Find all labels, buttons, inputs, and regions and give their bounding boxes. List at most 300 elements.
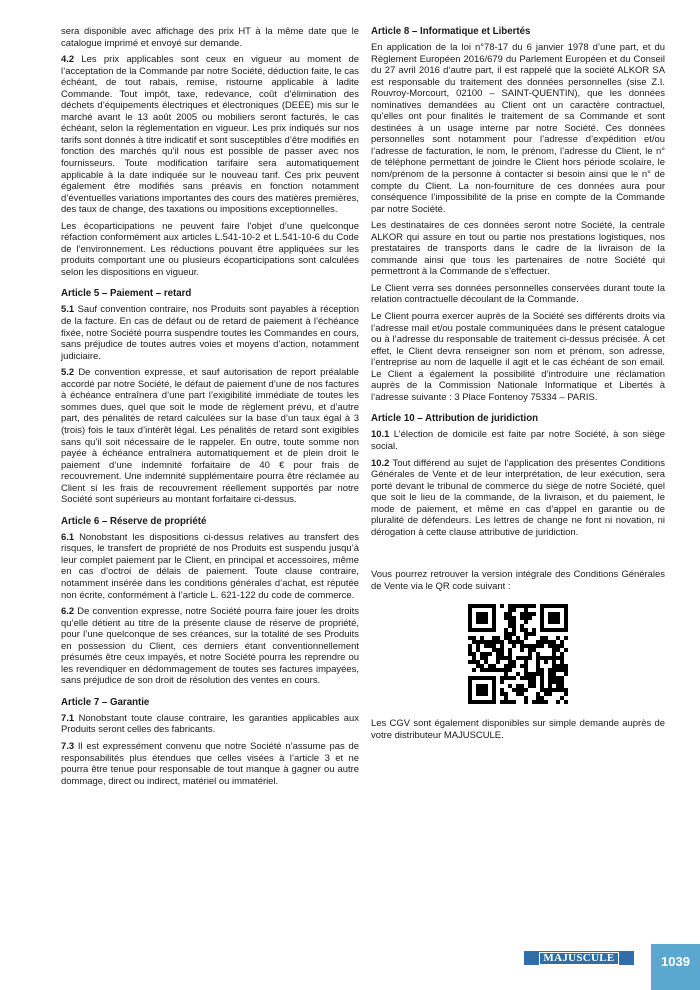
qr-module xyxy=(508,648,512,652)
qr-module xyxy=(500,644,504,648)
qr-module xyxy=(548,644,552,648)
article-10-title: Article 10 – Attribution de juridiction xyxy=(371,413,539,425)
qr-module xyxy=(492,696,496,700)
clause-10-1 xyxy=(371,429,665,452)
qr-module xyxy=(536,672,540,676)
qr-module xyxy=(552,688,556,692)
qr-module xyxy=(532,680,536,684)
qr-module xyxy=(472,628,476,632)
clause-text: Les prix applicables sont ceux en vigueur au moment de l’acceptation de la Commande par notre Société, déduction faite, le cas échéant, de tout rabais, remise, ristourne applicable à ladite Commande. Tout impôt, taxe, redevance, coût d’élimination des déchets d’équipements électriques et électroniques (DEEE) mis sur le marché avant le 13 août 2005 ou mobiliers seront facturés, le cas échéant, selon la réglementation en vigueur. Les prix indiqués sur nos tarifs sont donnés à titre indicatif et sont susceptibles d’être modifiés en fonction des marchés qu’il nous est possible de passer avec nos fournisseurs. Toute modification tarifaire sera automatiquement applicable à la date indiquée sur le nouveau tarif. Ces prix peuvent également être modifiés sans préavis en fonction notamment d’éventuelles variations importantes des cours des matières premières, des taux de change, des taxations ou impositions exceptionnelles. xyxy=(61,54,359,216)
qr-module xyxy=(528,648,532,652)
clause-7-3 xyxy=(61,741,359,787)
qr-code-icon[interactable] xyxy=(468,604,568,704)
qr-module xyxy=(556,636,560,640)
qr-module xyxy=(532,672,536,676)
qr-module xyxy=(532,648,536,652)
page-number: 1039 xyxy=(661,954,690,969)
qr-module xyxy=(480,692,484,696)
qr-module xyxy=(560,628,564,632)
qr-module xyxy=(500,640,504,644)
qr-module xyxy=(472,604,476,608)
qr-module xyxy=(540,608,544,612)
qr-module xyxy=(552,612,556,616)
qr-module xyxy=(468,636,472,640)
qr-module xyxy=(492,644,496,648)
qr-module xyxy=(500,668,504,672)
qr-module xyxy=(512,604,516,608)
qr-module xyxy=(544,660,548,664)
qr-module xyxy=(500,700,504,704)
qr-module xyxy=(540,696,544,700)
qr-module xyxy=(552,628,556,632)
qr-module xyxy=(508,700,512,704)
qr-module xyxy=(520,624,524,628)
qr-module xyxy=(504,656,508,660)
qr-module xyxy=(500,680,504,684)
qr-module xyxy=(484,628,488,632)
qr-module xyxy=(484,700,488,704)
qr-module xyxy=(524,688,528,692)
qr-module xyxy=(492,624,496,628)
qr-module xyxy=(492,604,496,608)
qr-module xyxy=(556,628,560,632)
qr-module xyxy=(476,688,480,692)
clause-text: Il est expressément convenu que notre Société n’assume pas de responsabilités plus étendues que celles visées à l’article 3 et ne pourra être tenue pour responsable de tout manque à gagner ou autre dommage, direct ou indirect, matériel ou immatériel. xyxy=(61,740,359,787)
qr-module xyxy=(548,684,552,688)
qr-module xyxy=(540,676,544,680)
qr-module xyxy=(524,636,528,640)
qr-module xyxy=(532,700,536,704)
qr-module xyxy=(548,692,552,696)
qr-module xyxy=(480,700,484,704)
qr-module xyxy=(512,624,516,628)
qr-module xyxy=(548,620,552,624)
qr-module xyxy=(500,692,504,696)
qr-module xyxy=(552,676,556,680)
qr-module xyxy=(552,672,556,676)
qr-module xyxy=(540,672,544,676)
article-6-title: Article 6 – Réserve de propriété xyxy=(61,515,207,527)
qr-module xyxy=(560,680,564,684)
qr-module xyxy=(492,664,496,668)
qr-module xyxy=(548,672,552,676)
qr-module xyxy=(548,680,552,684)
qr-module xyxy=(488,644,492,648)
qr-module xyxy=(508,624,512,628)
qr-module xyxy=(528,656,532,660)
qr-module xyxy=(476,604,480,608)
qr-module xyxy=(564,700,568,704)
qr-module xyxy=(556,648,560,652)
qr-module xyxy=(560,688,564,692)
qr-module xyxy=(520,644,524,648)
qr-module xyxy=(468,660,472,664)
qr-module xyxy=(488,604,492,608)
qr-module xyxy=(480,616,484,620)
qr-module xyxy=(560,604,564,608)
qr-module xyxy=(560,696,564,700)
qr-module xyxy=(488,668,492,672)
qr-module xyxy=(480,640,484,644)
qr-module xyxy=(524,612,528,616)
qr-module xyxy=(532,676,536,680)
qr-module xyxy=(536,692,540,696)
qr-module xyxy=(480,684,484,688)
qr-module xyxy=(508,604,512,608)
qr-module xyxy=(520,656,524,660)
clause-10-2 xyxy=(371,458,665,539)
clause-number: 6.1 xyxy=(61,531,75,543)
qr-module xyxy=(472,676,476,680)
qr-module xyxy=(520,616,524,620)
qr-module xyxy=(472,668,476,672)
qr-module xyxy=(508,612,512,616)
qr-module xyxy=(540,644,544,648)
qr-module xyxy=(556,700,560,704)
qr-module xyxy=(476,628,480,632)
qr-module xyxy=(492,680,496,684)
qr-module xyxy=(536,696,540,700)
qr-module xyxy=(524,632,528,636)
clause-number: 4.2 xyxy=(61,54,75,66)
qr-module xyxy=(536,640,540,644)
qr-module xyxy=(488,676,492,680)
clause-4-2 xyxy=(61,54,359,216)
qr-module xyxy=(484,604,488,608)
qr-module xyxy=(484,660,488,664)
qr-module xyxy=(480,664,484,668)
qr-code-container xyxy=(371,604,665,708)
qr-module xyxy=(488,664,492,668)
qr-module xyxy=(556,688,560,692)
qr-module xyxy=(508,656,512,660)
qr-module xyxy=(528,676,532,680)
qr-module xyxy=(468,700,472,704)
qr-module xyxy=(492,640,496,644)
qr-module xyxy=(496,640,500,644)
qr-module xyxy=(476,644,480,648)
ecoparticipation-paragraph: Les écoparticipations ne peuvent faire l’objet d’une quelconque réfaction conformément aux articles L.541-10-2 et L.541-10-6 du Code de l’environnement. Les réductions pouvant être appliquées sur les produits comportant une ou plusieurs écoparticipations sont calculées selon les dispositions en vigueur. xyxy=(61,220,359,278)
qr-module xyxy=(496,648,500,652)
qr-module xyxy=(556,612,560,616)
qr-module xyxy=(520,604,524,608)
qr-module xyxy=(468,616,472,620)
qr-module xyxy=(468,608,472,612)
qr-module xyxy=(508,616,512,620)
qr-module xyxy=(544,604,548,608)
qr-module xyxy=(556,684,560,688)
qr-module xyxy=(520,664,524,668)
qr-module xyxy=(512,640,516,644)
qr-module xyxy=(496,668,500,672)
qr-module xyxy=(508,636,512,640)
qr-module xyxy=(492,676,496,680)
clause-6-1 xyxy=(61,532,359,601)
qr-module xyxy=(508,620,512,624)
qr-module xyxy=(552,680,556,684)
qr-module xyxy=(544,700,548,704)
qr-module xyxy=(520,648,524,652)
qr-module xyxy=(476,616,480,620)
qr-module xyxy=(504,612,508,616)
qr-module xyxy=(552,652,556,656)
qr-module xyxy=(544,640,548,644)
qr-module xyxy=(512,620,516,624)
qr-module xyxy=(516,640,520,644)
qr-module xyxy=(480,628,484,632)
clause-text: De convention expresse, et sauf autorisation de report préalable accordé par notre Société, le défaut de paiement d’une de nos factures à échéance entraînera d’une part l’exigibilité immédiate de toutes les sommes dues, quel que soit le mode de règlement prévu, et d’autre part, des pénalités de retard calculées sur la base d’un taux égal à 3 (trois) fois le taux d’intérêt légal. Les pénalités de retard sont exigibles sans qu’il soit nécessaire de le rappeler. En outre, toute somme non payée à échéance entraînera automatiquement et de plein droit le paiement d’une indemnité forfaitaire de 40 € pour frais de recouvrement. Une indemnité supplémentaire pourra être réclamée au Client si les frais de recouvrement réellement supportés par notre Société sont supérieurs au montant forfaitaire ci-dessus. xyxy=(61,367,359,506)
qr-module xyxy=(524,620,528,624)
qr-module xyxy=(496,636,500,640)
qr-module xyxy=(512,676,516,680)
qr-module xyxy=(504,628,508,632)
qr-module xyxy=(564,616,568,620)
qr-module xyxy=(516,672,520,676)
qr-module xyxy=(524,616,528,620)
qr-module xyxy=(564,672,568,676)
qr-module xyxy=(528,616,532,620)
qr-module xyxy=(520,676,524,680)
qr-module xyxy=(492,608,496,612)
clause-6-2 xyxy=(61,606,359,687)
qr-module xyxy=(468,624,472,628)
qr-module xyxy=(564,604,568,608)
article-5-title: Article 5 – Paiement – retard xyxy=(61,288,192,300)
qr-module xyxy=(564,612,568,616)
qr-module xyxy=(540,612,544,616)
qr-module xyxy=(504,632,508,636)
qr-module xyxy=(524,608,528,612)
qr-module xyxy=(540,680,544,684)
qr-module xyxy=(492,668,496,672)
qr-module xyxy=(564,624,568,628)
qr-module xyxy=(504,692,508,696)
majuscule-logo: MAJUSCULE xyxy=(524,951,634,965)
qr-module xyxy=(504,700,508,704)
qr-module xyxy=(560,656,564,660)
clause-number: 5.1 xyxy=(61,304,75,316)
qr-module xyxy=(540,688,544,692)
qr-module xyxy=(476,620,480,624)
qr-module xyxy=(540,624,544,628)
qr-module xyxy=(544,636,548,640)
qr-module xyxy=(500,656,504,660)
qr-module xyxy=(484,656,488,660)
qr-module xyxy=(552,620,556,624)
qr-module xyxy=(520,628,524,632)
qr-module xyxy=(524,644,528,648)
qr-module xyxy=(500,604,504,608)
qr-module xyxy=(552,656,556,660)
qr-module xyxy=(532,628,536,632)
qr-module xyxy=(468,620,472,624)
qr-module xyxy=(508,676,512,680)
article-8-paragraph-1: En application de la loi n°78-17 du 6 janvier 1978 d’une part, et du Règlement Européen 2016/679 du Parlement Européen et du Conseil du 27 avril 2016 d’autre part, il est rappelé que la société ALKOR SA est responsable du traitement des données personnelles (sise Z.I. Rouvroy-Morcourt, 02100 – SAINT-QUENTIN), que les données nominatives demandées au Client ont un caractère contractuel, qu’elles ont pour finalités le traitement de sa Commande et sont destinées à un usage interne par notre Société. Ces données personnelles sont notamment pour l’adresse d’expédition et/ou l’adresse de facturation, le nom, le prénom, l’adresse du Client, le n° de téléphone permettant de joindre le Client hors période scolaire, le nom/prénom de la personne à contacter si besoin ainsi que le n° de compte du Client. La non-fourniture de ces données aura pour conséquence l’impossibilité de la prise en compte de la Commande par notre Société. xyxy=(371,42,665,215)
qr-module xyxy=(560,640,564,644)
clause-text: Sauf convention contraire, nos Produits sont payables à réception de la facture. En cas de défaut ou de retard de paiement à l’échéance fixée, notre Société pourra suspendre toutes les Commandes en cours, sans préjudice de toutes autres voies et moyens d’action, notamment judiciaire. xyxy=(61,304,359,362)
qr-module xyxy=(468,628,472,632)
qr-module xyxy=(472,652,476,656)
qr-module xyxy=(528,652,532,656)
qr-module xyxy=(552,648,556,652)
qr-module xyxy=(544,688,548,692)
article-8-paragraph-2: Les destinataires de ces données seront notre Société, la centrale ALKOR qui assure en tout ou partie nos prestations logistiques, nos prestataires de transports dans le cadre de la livraison de la commande ainsi que tous les partenaires de notre Société qui permettront à la Commande de s’effectuer. xyxy=(371,220,665,278)
qr-module xyxy=(532,604,536,608)
article-7-title: Article 7 – Garantie xyxy=(61,696,150,708)
qr-module xyxy=(508,684,512,688)
qr-module xyxy=(540,684,544,688)
clause-text: Nonobstant les dispositions ci-dessus relatives au transfert des risques, le transfert de propriété de nos Produits est suspendu jusqu’à leur complet paiement par le Client, en principal et accessoires, même en cas d’octroi de délais de paiement. Toute clause contraire, notamment insérée dans les conditions générales d’achat, est réputée non écrite, conformément à l’article L. 621-122 du code de commerce. xyxy=(61,531,359,601)
qr-module xyxy=(512,644,516,648)
qr-module xyxy=(548,604,552,608)
qr-module xyxy=(492,648,496,652)
clause-number: 5.2 xyxy=(61,367,75,379)
qr-module xyxy=(560,676,564,680)
intro-paragraph: sera disponible avec affichage des prix HT à la même date que le catalogue imprimé et envoyé sur demande. xyxy=(61,26,359,49)
qr-module xyxy=(508,632,512,636)
article-8-title: Article 8 – Informatique et Libertés xyxy=(371,26,531,37)
qr-module xyxy=(496,660,500,664)
qr-module xyxy=(548,640,552,644)
qr-module xyxy=(480,656,484,660)
qr-module xyxy=(516,604,520,608)
qr-module xyxy=(564,620,568,624)
qr-module xyxy=(516,656,520,660)
qr-module xyxy=(540,604,544,608)
qr-module xyxy=(556,680,560,684)
qr-module xyxy=(476,660,480,664)
qr-module xyxy=(488,652,492,656)
qr-module xyxy=(552,616,556,620)
qr-module xyxy=(512,660,516,664)
qr-module xyxy=(548,676,552,680)
qr-module xyxy=(520,692,524,696)
qr-module xyxy=(484,668,488,672)
qr-module xyxy=(540,620,544,624)
qr-module xyxy=(508,608,512,612)
qr-module xyxy=(480,620,484,624)
qr-module xyxy=(556,664,560,668)
qr-intro-text: Vous pourrez retrouver la version intégrale des Conditions Générales de Vente via le QR code suivant : xyxy=(371,569,665,592)
qr-module xyxy=(484,616,488,620)
qr-module xyxy=(560,652,564,656)
page-number-tab xyxy=(651,944,700,990)
left-column xyxy=(61,26,359,792)
right-column xyxy=(371,26,665,746)
qr-module xyxy=(512,688,516,692)
clause-text: Nonobstant toute clause contraire, les garanties applicables aux Produits seront celles des fabricants. xyxy=(61,712,359,736)
qr-module xyxy=(492,684,496,688)
qr-module xyxy=(472,640,476,644)
clause-number: 6.2 xyxy=(61,606,75,618)
qr-module xyxy=(540,700,544,704)
qr-module xyxy=(536,652,540,656)
qr-module xyxy=(468,604,472,608)
qr-module xyxy=(480,676,484,680)
qr-module xyxy=(468,680,472,684)
qr-module xyxy=(488,700,492,704)
qr-module xyxy=(564,688,568,692)
qr-module xyxy=(492,688,496,692)
qr-module xyxy=(476,700,480,704)
qr-module xyxy=(532,612,536,616)
qr-module xyxy=(564,608,568,612)
qr-module xyxy=(504,676,508,680)
qr-module xyxy=(484,652,488,656)
qr-module xyxy=(560,664,564,668)
qr-module xyxy=(508,652,512,656)
article-8-paragraph-3: Le Client verra ses données personnelles conservées durant toute la relation contractuelle découlant de la Commande. xyxy=(371,282,665,306)
qr-module xyxy=(488,628,492,632)
qr-module xyxy=(480,612,484,616)
qr-module xyxy=(544,628,548,632)
qr-module xyxy=(468,676,472,680)
qr-module xyxy=(524,700,528,704)
qr-module xyxy=(536,656,540,660)
qr-module xyxy=(528,680,532,684)
qr-module xyxy=(540,656,544,660)
qr-module xyxy=(488,640,492,644)
clause-5-1 xyxy=(61,304,359,362)
qr-module xyxy=(516,692,520,696)
qr-module xyxy=(548,628,552,632)
qr-module xyxy=(492,636,496,640)
qr-module xyxy=(532,684,536,688)
qr-module xyxy=(480,668,484,672)
qr-module xyxy=(520,684,524,688)
qr-module xyxy=(484,620,488,624)
qr-module xyxy=(556,656,560,660)
qr-module xyxy=(504,664,508,668)
qr-module xyxy=(528,632,532,636)
qr-module xyxy=(528,644,532,648)
qr-module xyxy=(564,628,568,632)
qr-module xyxy=(552,664,556,668)
qr-module xyxy=(516,684,520,688)
qr-module xyxy=(484,692,488,696)
clause-number: 10.1 xyxy=(371,429,390,441)
qr-module xyxy=(508,664,512,668)
qr-module xyxy=(564,692,568,696)
qr-module xyxy=(476,640,480,644)
qr-module xyxy=(484,684,488,688)
clause-7-1 xyxy=(61,713,359,736)
qr-module xyxy=(472,656,476,660)
qr-module xyxy=(512,608,516,612)
qr-module xyxy=(500,688,504,692)
qr-module xyxy=(524,656,528,660)
qr-module xyxy=(564,636,568,640)
clause-number: 7.3 xyxy=(61,740,75,752)
qr-module xyxy=(504,636,508,640)
qr-module xyxy=(480,604,484,608)
qr-module xyxy=(512,664,516,668)
qr-module xyxy=(548,656,552,660)
clause-number: 10.2 xyxy=(371,457,390,469)
qr-module xyxy=(536,664,540,668)
qr-module xyxy=(564,664,568,668)
qr-module xyxy=(476,676,480,680)
qr-module xyxy=(512,628,516,632)
qr-module xyxy=(552,644,556,648)
qr-module xyxy=(496,652,500,656)
qr-module xyxy=(528,612,532,616)
qr-module xyxy=(512,616,516,620)
qr-module xyxy=(556,644,560,648)
qr-module xyxy=(484,688,488,692)
qr-module xyxy=(480,652,484,656)
qr-module xyxy=(492,628,496,632)
